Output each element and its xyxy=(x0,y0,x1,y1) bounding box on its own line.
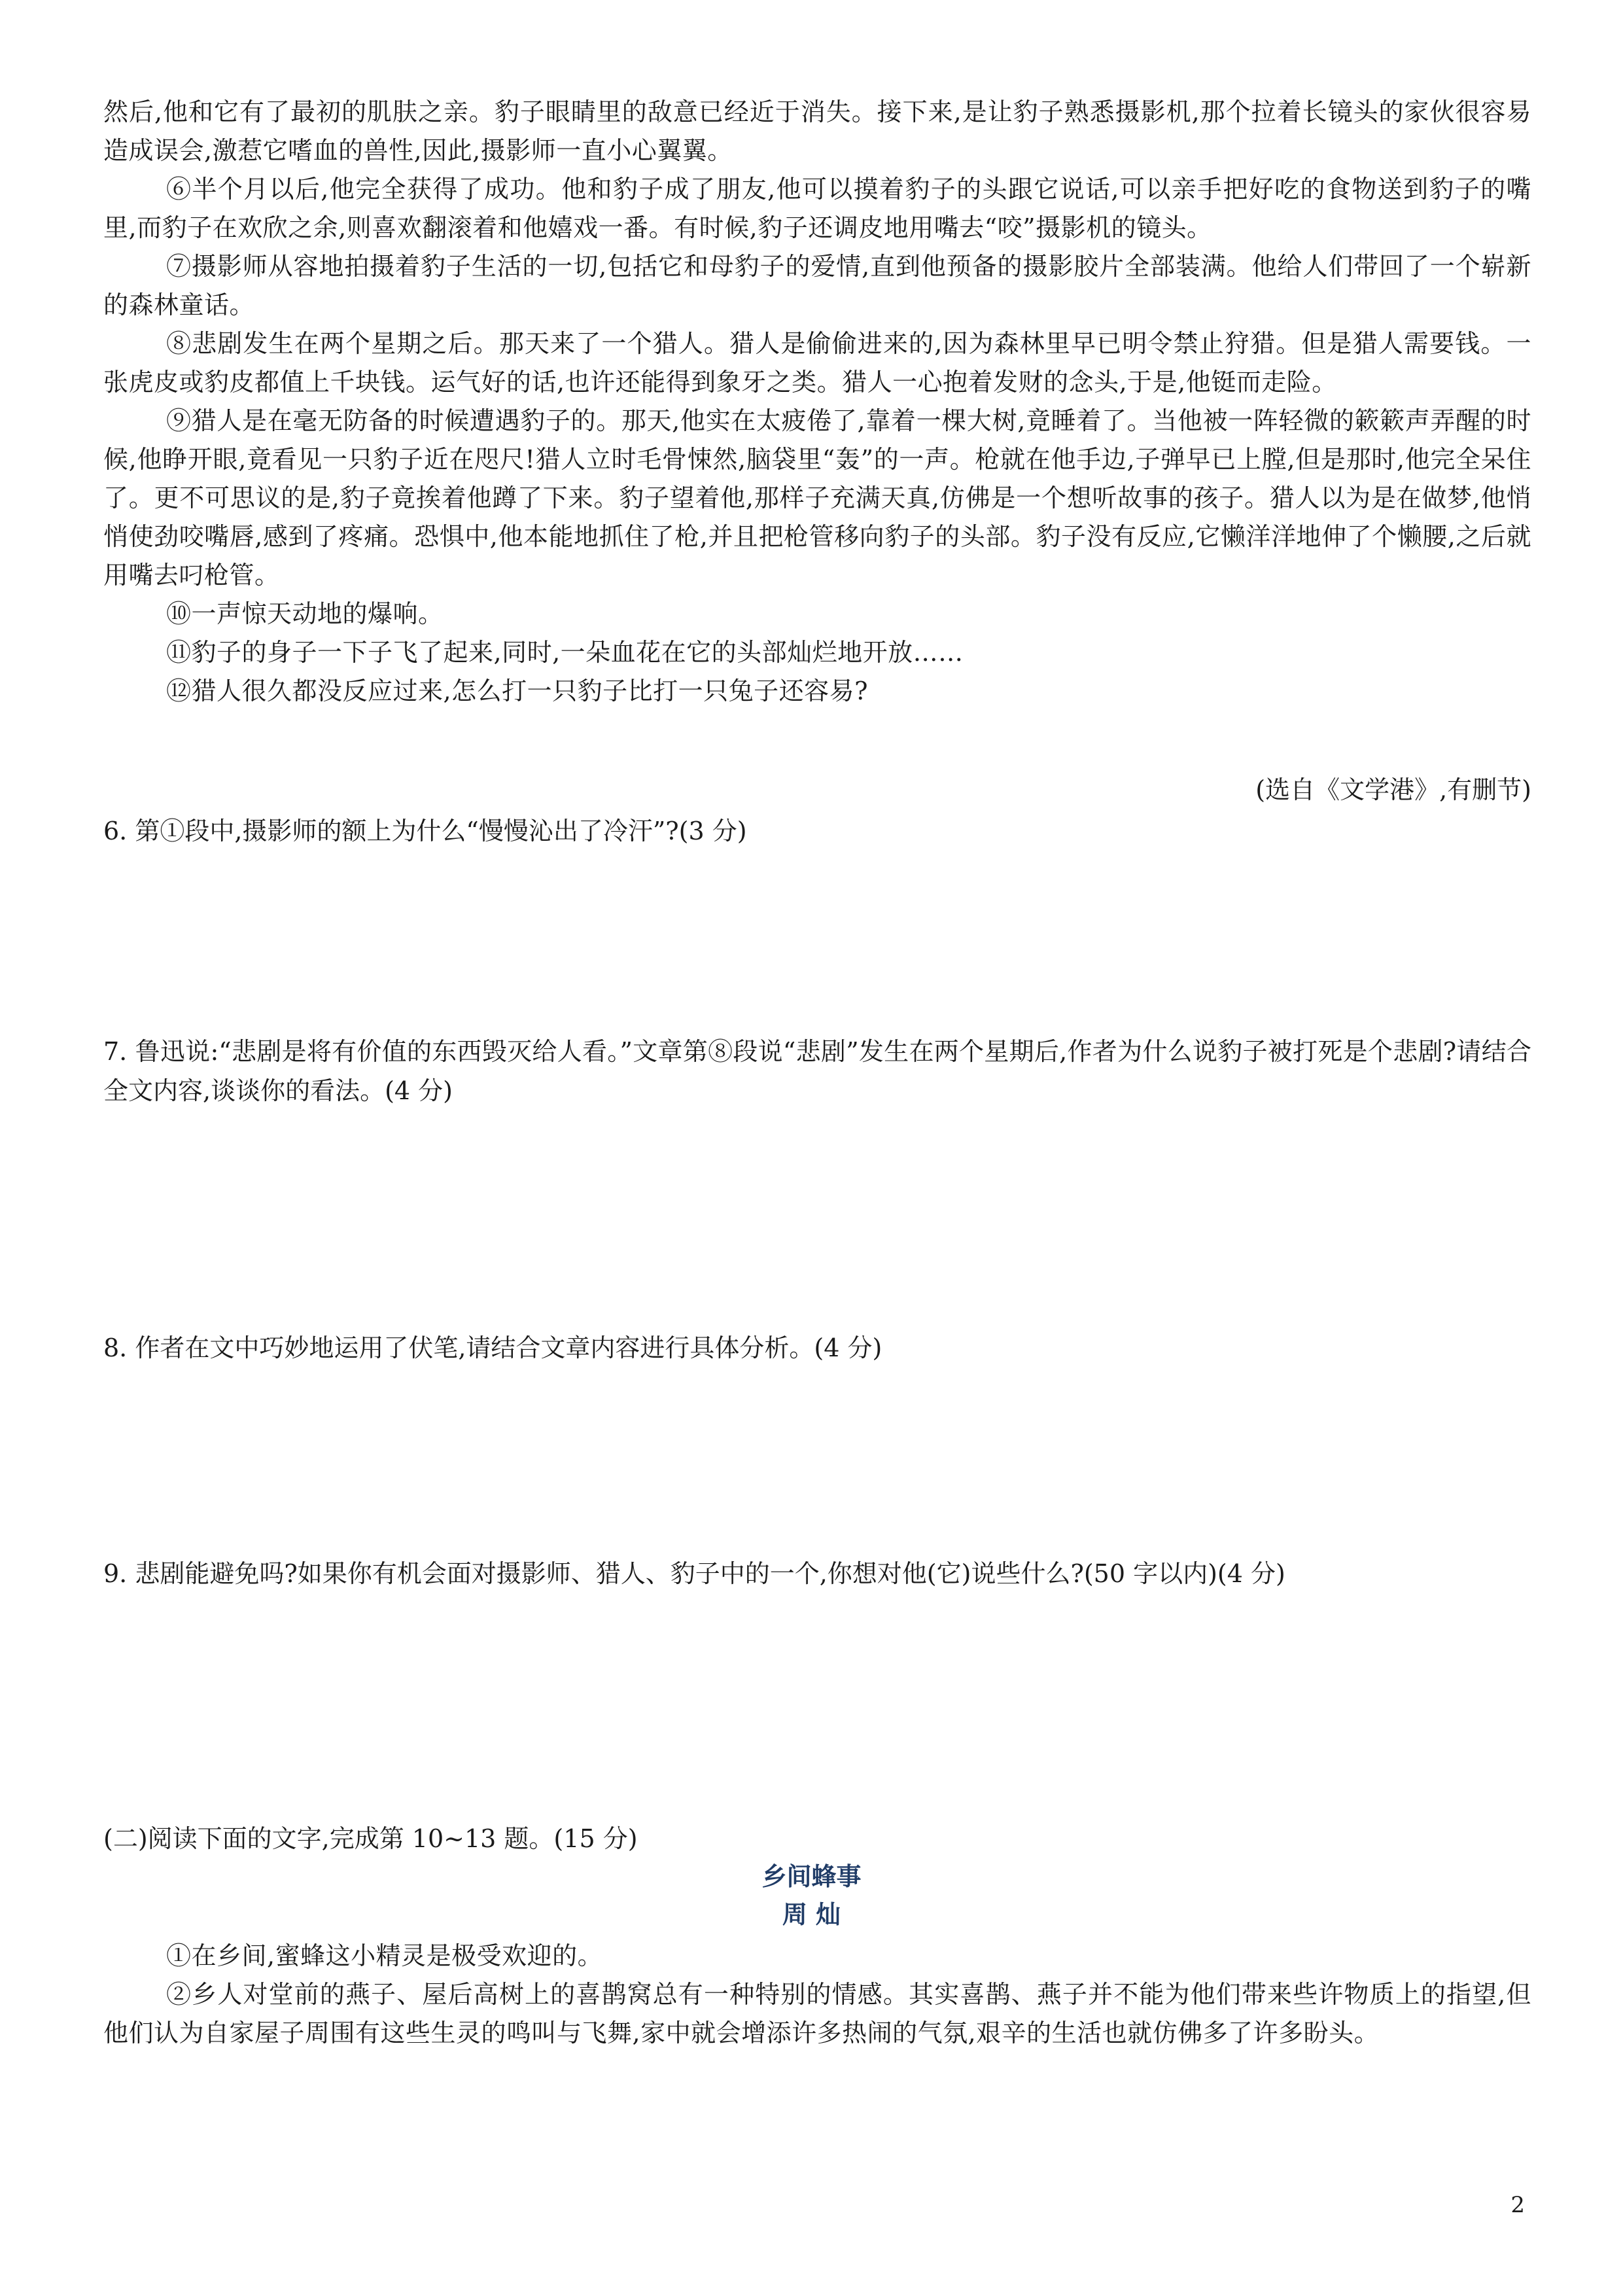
passage-body xyxy=(103,93,1531,711)
paragraph-7: ⑦摄影师从容地拍摄着豹子生活的一切,包括它和母豹子的爱情,直到他预备的摄影胶片全部装满。他给人们带回了一个崭新的森林童话。 xyxy=(103,252,1531,319)
source-citation: (选自《文学港》,有删节) xyxy=(1255,775,1531,804)
section-2-paragraph-2: ②乡人对堂前的燕子、屋后高树上的喜鹊窝总有一种特别的情感。其实喜鹊、燕子并不能为他们带来些许物质上的指望,但他们认为自家屋子周围有这些生灵的鸣叫与飞舞,家中就会增添许多热闹的气氛,艰辛的生活也就仿佛多了许多盼头。 xyxy=(103,1980,1531,2047)
section-2-paragraph-1: ①在乡间,蜜蜂这小精灵是极受欢迎的。 xyxy=(166,1941,603,1970)
paragraph-10: ⑩一声惊天动地的爆响。 xyxy=(166,599,444,628)
paragraph-12: ⑫猎人很久都没反应过来,怎么打一只豹子比打一只兔子还容易? xyxy=(166,677,868,705)
section-2-body xyxy=(103,1937,1531,2053)
paragraph-9: ⑨猎人是在毫无防备的时候遭遇豹子的。那天,他实在太疲倦了,靠着一棵大树,竟睡着了。当他被一阵轻微的簌簌声弄醒的时候,他睁开眼,竟看见一只豹子近在咫尺!猎人立时毛骨悚然,脑袋里“轰”的一声。枪就在他手边,子弹早已上膛,但是那时,他完全呆住了。更不可思议的是,豹子竟挨着他蹲了下来。豹子望着他,那样子充满天真,仿佛是一个想听故事的孩子。猎人以为是在做梦,他悄悄使劲咬嘴唇,感到了疼痛。恐惧中,他本能地抓住了枪,并且把枪管移向豹子的头部。豹子没有反应,它懒洋洋地伸了个懒腰,之后就用嘴去叼枪管。 xyxy=(103,406,1531,590)
article-title: 乡间蜂事 xyxy=(761,1862,862,1891)
paragraph-8: ⑧悲剧发生在两个星期之后。那天来了一个猎人。猎人是偷偷进来的,因为森林里早已明令禁止狩猎。但是猎人需要钱。一张虎皮或豹皮都值上千块钱。运气好的话,也许还能得到象牙之类。猎人一心抱着发财的念头,于是,他铤而走险。 xyxy=(103,329,1531,397)
paragraph-continued: 然后,他和它有了最初的肌肤之亲。豹子眼睛里的敌意已经近于消失。接下来,是让豹子熟悉摄影机,那个拉着长镜头的家伙很容易造成误会,激惹它嗜血的兽性,因此,摄影师一直小心翼翼。 xyxy=(103,97,1531,165)
question-9: 9. 悲剧能避免吗?如果你有机会面对摄影师、猎人、豹子中的一个,你想对他(它)说些什么?(50 字以内)(4 分) xyxy=(103,1559,1285,1588)
question-6: 6. 第①段中,摄影师的额上为什么“慢慢沁出了冷汗”?(3 分) xyxy=(103,817,747,845)
page-number: 2 xyxy=(1510,2192,1525,2218)
section-2-heading: (二)阅读下面的文字,完成第 10~13 题。(15 分) xyxy=(103,1824,638,1853)
question-7: 7. 鲁迅说:“悲剧是将有价值的东西毁灭给人看。”文章第⑧段说“悲剧”发生在两个星期后,作者为什么说豹子被打死是个悲剧?请结合全文内容,谈谈你的看法。(4 分) xyxy=(103,1037,1531,1105)
article-author: 周 灿 xyxy=(782,1900,841,1929)
question-8: 8. 作者在文中巧妙地运用了伏笔,请结合文章内容进行具体分析。(4 分) xyxy=(103,1333,882,1362)
paragraph-11: ⑪豹子的身子一下子飞了起来,同时,一朵血花在它的头部灿烂地开放…… xyxy=(166,638,964,667)
paragraph-6: ⑥半个月以后,他完全获得了成功。他和豹子成了朋友,他可以摸着豹子的头跟它说话,可以亲手把好吃的食物送到豹子的嘴里,而豹子在欢欣之余,则喜欢翻滚着和他嬉戏一番。有时候,豹子还调皮地用嘴去“咬”摄影机的镜头。 xyxy=(103,175,1531,242)
